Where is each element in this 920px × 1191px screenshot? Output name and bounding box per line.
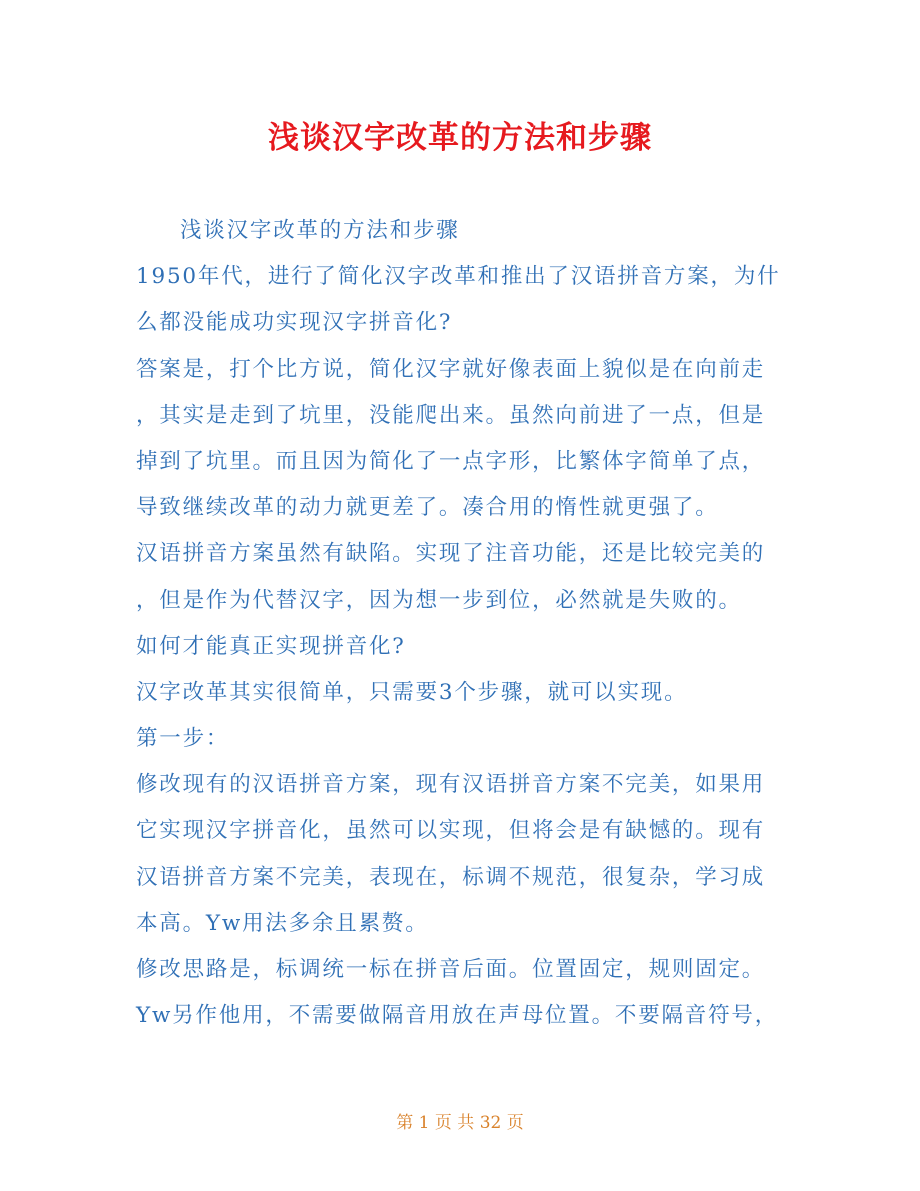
- body-line: 么都没能成功实现汉字拼音化?: [136, 310, 453, 336]
- body-line: 第一步：: [136, 726, 230, 752]
- total-pages: 32: [479, 1113, 502, 1133]
- body-line: 如何才能真正实现拼音化?: [136, 633, 406, 659]
- document-body: [136, 208, 788, 1039]
- body-line: 修改思路是，标调统一标在拼音后面。位置固定，规则固定。: [136, 957, 766, 982]
- body-line: ，但是作为代替汉字，因为想一步到位，必然就是失败的。: [136, 587, 742, 613]
- body-line: 1950年代，进行了简化汉字改革和推出了汉语拼音方案，为什: [136, 264, 781, 290]
- body-line: 修改现有的汉语拼音方案，现有汉语拼音方案不完美，如果用: [136, 772, 766, 798]
- body-line: 汉语拼音方案虽然有缺陷。实现了注音功能，还是比较完美的: [136, 541, 766, 567]
- document-title: 浅谈汉字改革的方法和步骤: [268, 120, 652, 156]
- body-line: 汉字改革其实很简单，只需要3个步骤，就可以实现。: [136, 679, 688, 705]
- footer-middle: 页 共: [434, 1113, 475, 1133]
- body-line: 本高。Yw用法多余且累赘。: [136, 910, 429, 936]
- footer-prefix: 第: [396, 1113, 414, 1133]
- body-line: 掉到了坑里。而且因为简化了一点字形，比繁体字简单了点，: [136, 448, 766, 474]
- body-line: 它实现汉字拼音化，虽然可以实现，但将会是有缺憾的。现有: [136, 818, 766, 844]
- body-line: 汉语拼音方案不完美，表现在，标调不规范，很复杂，学习成: [136, 864, 766, 890]
- footer-suffix: 页: [506, 1113, 524, 1133]
- body-line: 答案是，打个比方说，简化汉字就好像表面上貌似是在向前走: [136, 356, 766, 382]
- page-footer: [0, 1110, 920, 1136]
- body-line: 浅谈汉字改革的方法和步骤: [180, 218, 460, 243]
- body-line: ，其实是走到了坑里，没能爬出来。虽然向前进了一点，但是: [136, 402, 766, 428]
- current-page-number: 1: [418, 1113, 430, 1133]
- body-line: Yw另作他用，不需要做隔音用放在声母位置。不要隔音符号，: [136, 1003, 778, 1029]
- body-line: 导致继续改革的动力就更差了。凑合用的惰性就更强了。: [136, 495, 719, 521]
